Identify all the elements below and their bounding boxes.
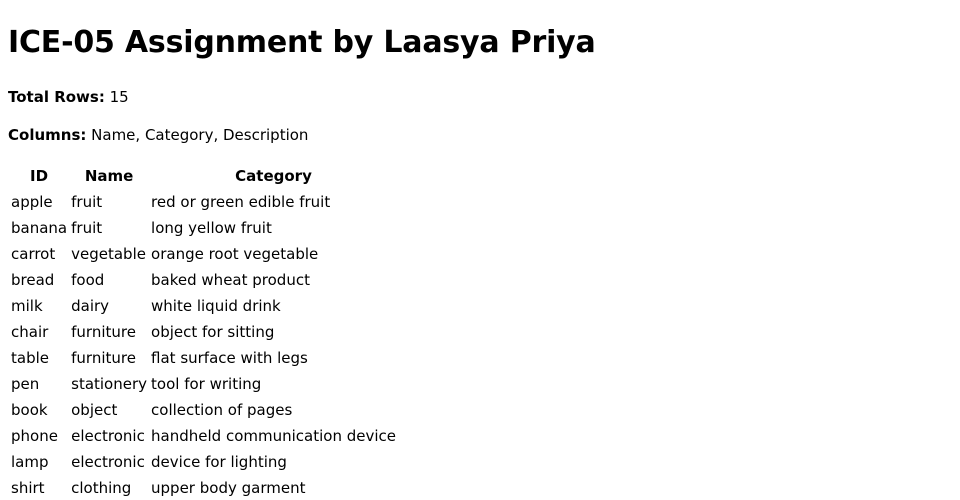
table-row	[10, 371, 397, 397]
cell-name: electronic	[71, 453, 145, 471]
cell-category: white liquid drink	[151, 297, 281, 315]
columns-value: Name, Category, Description	[91, 126, 309, 144]
cell-id: apple	[11, 193, 53, 211]
cell-id: table	[11, 349, 49, 367]
cell-category: upper body garment	[151, 479, 306, 497]
cell-name: stationery	[71, 375, 148, 393]
table-row	[10, 345, 397, 371]
cell-name: furniture	[71, 323, 136, 341]
table-row	[10, 241, 397, 267]
cell-category: baked wheat product	[151, 271, 310, 289]
table-row	[10, 449, 397, 475]
cell-category: red or green edible fruit	[151, 193, 331, 211]
table-row	[10, 189, 397, 215]
cell-name: fruit	[71, 219, 103, 237]
cell-id: carrot	[11, 245, 56, 263]
cell-category: object for sitting	[151, 323, 275, 341]
cell-category: handheld communication device	[151, 427, 396, 445]
cell-name: furniture	[71, 349, 136, 367]
cell-category: flat surface with legs	[151, 349, 308, 367]
table-row	[10, 293, 397, 319]
table-body	[10, 189, 397, 500]
cell-id: shirt	[11, 479, 45, 497]
table-header	[10, 163, 397, 189]
cell-name: electronic	[71, 427, 145, 445]
table-row	[10, 215, 397, 241]
cell-id: bread	[11, 271, 55, 289]
cell-id: pen	[11, 375, 40, 393]
header-name: Name	[84, 167, 134, 185]
columns-label: Columns:	[8, 126, 87, 144]
table-row	[10, 397, 397, 423]
header-category: Category	[235, 167, 312, 185]
cell-category: tool for writing	[151, 375, 262, 393]
cell-name: vegetable	[71, 245, 146, 263]
cell-name: food	[71, 271, 105, 289]
cell-name: dairy	[71, 297, 110, 315]
table-row	[10, 267, 397, 293]
total-rows-line	[8, 86, 129, 108]
cell-id: chair	[11, 323, 49, 341]
cell-name: fruit	[71, 193, 103, 211]
total-rows-label: Total Rows:	[8, 88, 105, 106]
cell-category: orange root vegetable	[151, 245, 319, 263]
table-row	[10, 423, 397, 449]
total-rows-value: 15	[109, 88, 129, 106]
cell-id: lamp	[11, 453, 49, 471]
cell-id: book	[11, 401, 48, 419]
header-id: ID	[30, 167, 49, 185]
cell-id: banana	[11, 219, 68, 237]
table-row	[10, 319, 397, 345]
cell-name: object	[71, 401, 118, 419]
cell-category: collection of pages	[151, 401, 293, 419]
cell-category: device for lighting	[151, 453, 287, 471]
columns-line	[8, 124, 308, 146]
table-row	[10, 475, 397, 500]
cell-id: milk	[11, 297, 43, 315]
header-row	[10, 163, 397, 189]
cell-category: long yellow fruit	[151, 219, 272, 237]
cell-name: clothing	[71, 479, 132, 497]
cell-id: phone	[11, 427, 58, 445]
data-table	[8, 163, 399, 500]
page-title: ICE-05 Assignment by Laasya Priya	[8, 25, 596, 60]
